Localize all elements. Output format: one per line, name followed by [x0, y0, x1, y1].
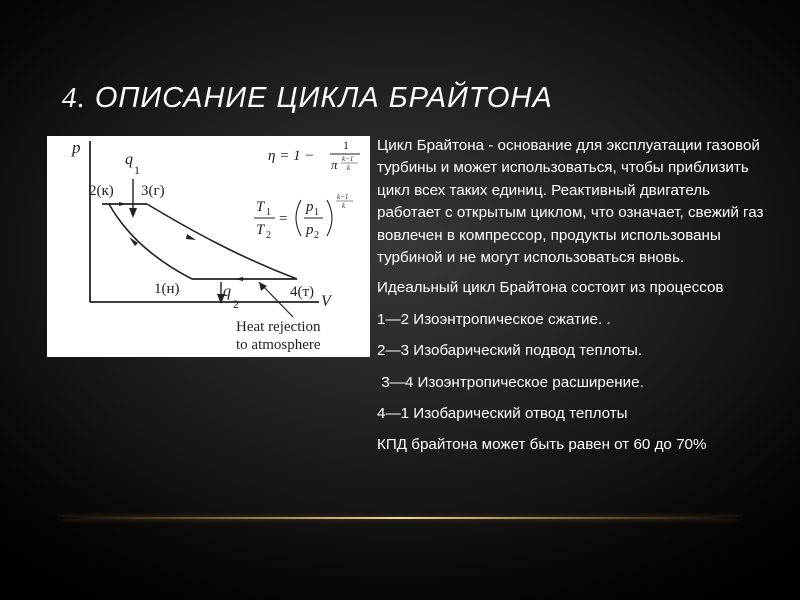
arrow-1-2 — [129, 237, 138, 246]
v-axis-label: V — [321, 293, 331, 310]
q2-label: q — [223, 283, 231, 300]
ratio-paren-right — [327, 200, 332, 236]
ratio-t1-sub: 1 — [266, 207, 271, 218]
ratio-paren-left — [296, 200, 301, 236]
eta-exp-numerator: k−1 — [342, 155, 354, 163]
process-1-2-curve — [109, 204, 192, 279]
ratio-equals: = — [279, 211, 288, 227]
brayton-pv-diagram — [47, 136, 370, 357]
slide-title-text: ОПИСАНИЕ ЦИКЛА БРАЙТОНА — [94, 82, 553, 114]
heat-rejection-line2: to atmosphere — [236, 337, 321, 353]
slide-body — [377, 135, 772, 457]
slide-title-number: 4. — [62, 82, 86, 114]
ratio-t2-sub: 2 — [266, 230, 271, 241]
intro-paragraph: Цикл Брайтона - основание для эксплуатации газовой турбины и может использоваться, чтобы приблизить цикл всех таких единиц. Реактивный двигатель работает с открытым циклом, что означает, свежий газ вовлечен в компрессор, продукты использованы турбиной и не могут использоваться вновь. — [377, 137, 764, 267]
process-3-4-curve — [147, 204, 297, 279]
process-item: 3—4 Изоэнтропическое расширение. — [377, 373, 644, 391]
arrow-2-3 — [119, 202, 127, 206]
q2-subscript: 2 — [233, 297, 239, 311]
ideal-cycle-line: Идеальный цикл Брайтона состоит из процессов — [377, 279, 724, 297]
p-axis-label: p — [72, 138, 81, 157]
q1-subscript: 1 — [134, 163, 140, 177]
ratio-exp-denominator: k — [342, 202, 346, 210]
eta-numerator: 1 — [343, 138, 349, 152]
arrow-3-4 — [186, 234, 196, 240]
pv-diagram-svg — [47, 136, 370, 357]
point-4-label: 4(т) — [290, 284, 315, 300]
efficiency-line: КПД брайтона может быть равен от 60 до 70% — [377, 436, 707, 454]
heat-rejection-line1: Heat rejection — [236, 319, 321, 335]
slide-title — [62, 82, 553, 115]
ratio-t2: T — [256, 222, 265, 238]
eta-den-base: π — [331, 157, 338, 172]
arrow-4-1 — [235, 277, 243, 281]
q1-label: q — [125, 151, 133, 168]
ratio-t1: T — [256, 199, 265, 215]
decorative-glow-divider — [60, 517, 740, 519]
eta-lhs: η = 1 − — [268, 148, 315, 164]
ratio-p1: p — [306, 199, 314, 215]
process-item: 4—1 Изобарический отвод теплоты — [377, 405, 628, 423]
point-3-label: 3(г) — [141, 183, 165, 199]
point-1-label: 1(н) — [154, 281, 180, 297]
ratio-p2-sub: 2 — [314, 230, 319, 241]
q1-arrow-head — [129, 208, 137, 218]
process-item: 1—2 Изоэнтропическое сжатие. . — [377, 310, 611, 328]
process-item: 2—3 Изобарический подвод теплоты. — [377, 342, 642, 360]
ratio-exp-numerator: k−1 — [337, 193, 349, 201]
eta-exp-denominator: k — [347, 164, 351, 172]
ratio-p2: p — [306, 222, 314, 238]
ratio-p1-sub: 1 — [314, 207, 319, 218]
point-2-label: 2(к) — [89, 183, 114, 199]
